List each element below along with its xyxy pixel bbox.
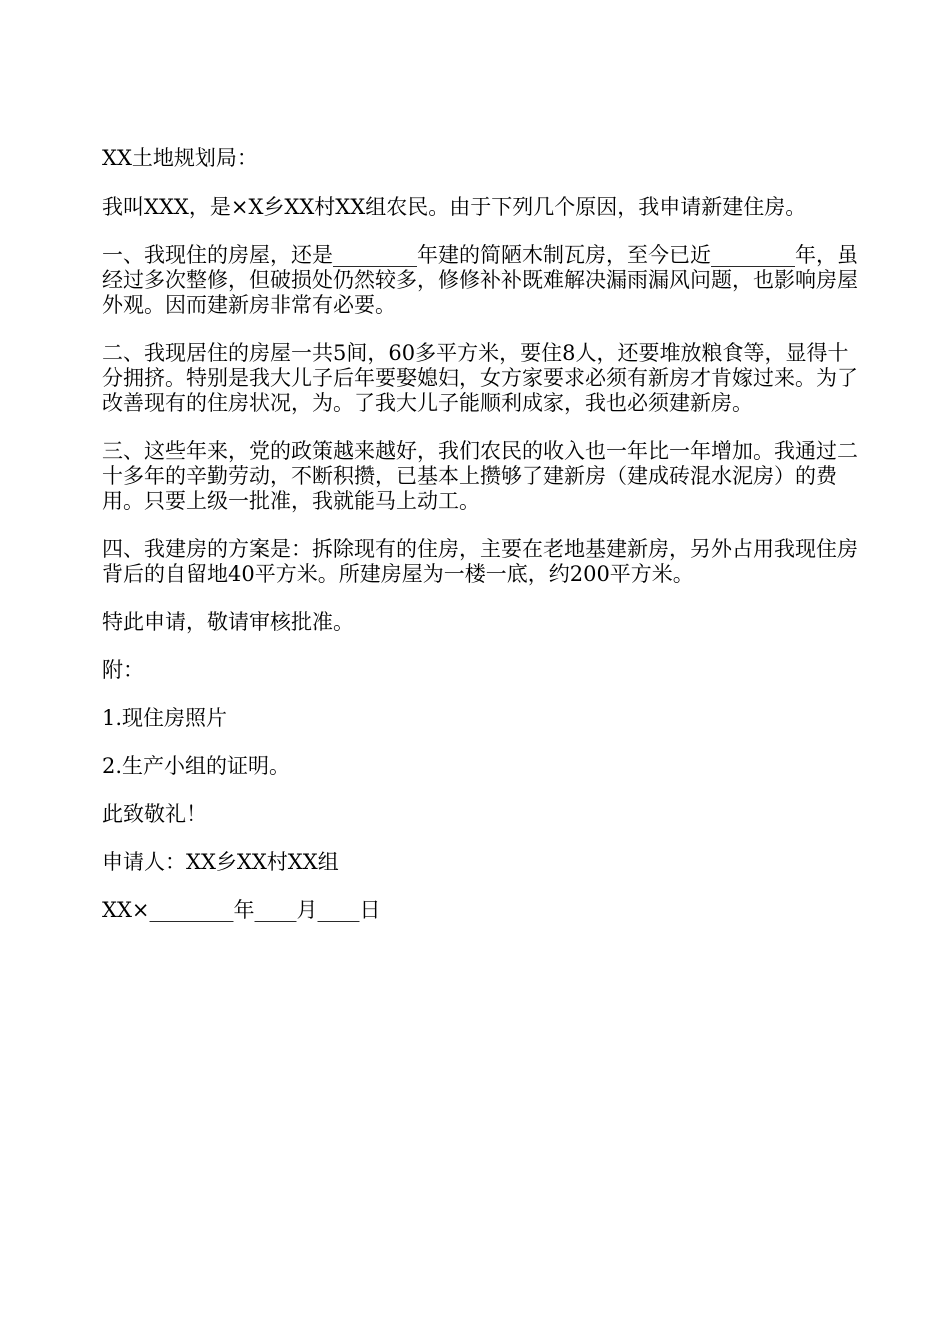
reason-4-paragraph: 四、我建房的方案是：拆除现有的住房，主要在老地基建新房，另外占用我现住房背后的自留地40平方米。所建房屋为一楼一底，约200平方米。 <box>102 537 858 586</box>
attachment-item-1: 1.现住房照片 <box>102 706 228 730</box>
letter-body <box>102 146 862 946</box>
addressee: XX土地规划局： <box>102 146 258 170</box>
reason-1-paragraph: 一、我现住的房屋，还是________年建的简陋木制瓦房，至今已近________年，虽经过多次整修，但破损处仍然较多，修修补补既难解决漏雨漏风问题，也影响房屋外观。因而建新房非常有必要。 <box>102 243 858 317</box>
date-line: XX×________年____月____日 <box>102 898 381 922</box>
attachments-label: 附： <box>102 658 144 682</box>
applicant-line: 申请人：XX乡XX村XX组 <box>102 850 339 874</box>
request-line: 特此申请，敬请审核批准。 <box>102 610 354 634</box>
attachment-item-2: 2.生产小组的证明。 <box>102 754 291 778</box>
reason-2-paragraph: 二、我现居住的房屋一共5间，60多平方米，要住8人，还要堆放粮食等，显得十分拥挤。特别是我大儿子后年要娶媳妇，女方家要求必须有新房才肯嫁过来。为了改善现有的住房状况，为。了我大儿子能顺利成家，我也必须建新房。 <box>102 341 858 415</box>
reason-3-paragraph: 三、这些年来，党的政策越来越好，我们农民的收入也一年比一年增加。我通过二十多年的辛勤劳动，不断积攒，已基本上攒够了建新房（建成砖混水泥房）的费用。只要上级一批准，我就能马上动工。 <box>102 439 858 513</box>
intro-paragraph: 我叫XXX，是×X乡XX村XX组农民。由于下列几个原因，我申请新建住房。 <box>102 195 807 219</box>
closing-line: 此致敬礼！ <box>102 802 207 826</box>
